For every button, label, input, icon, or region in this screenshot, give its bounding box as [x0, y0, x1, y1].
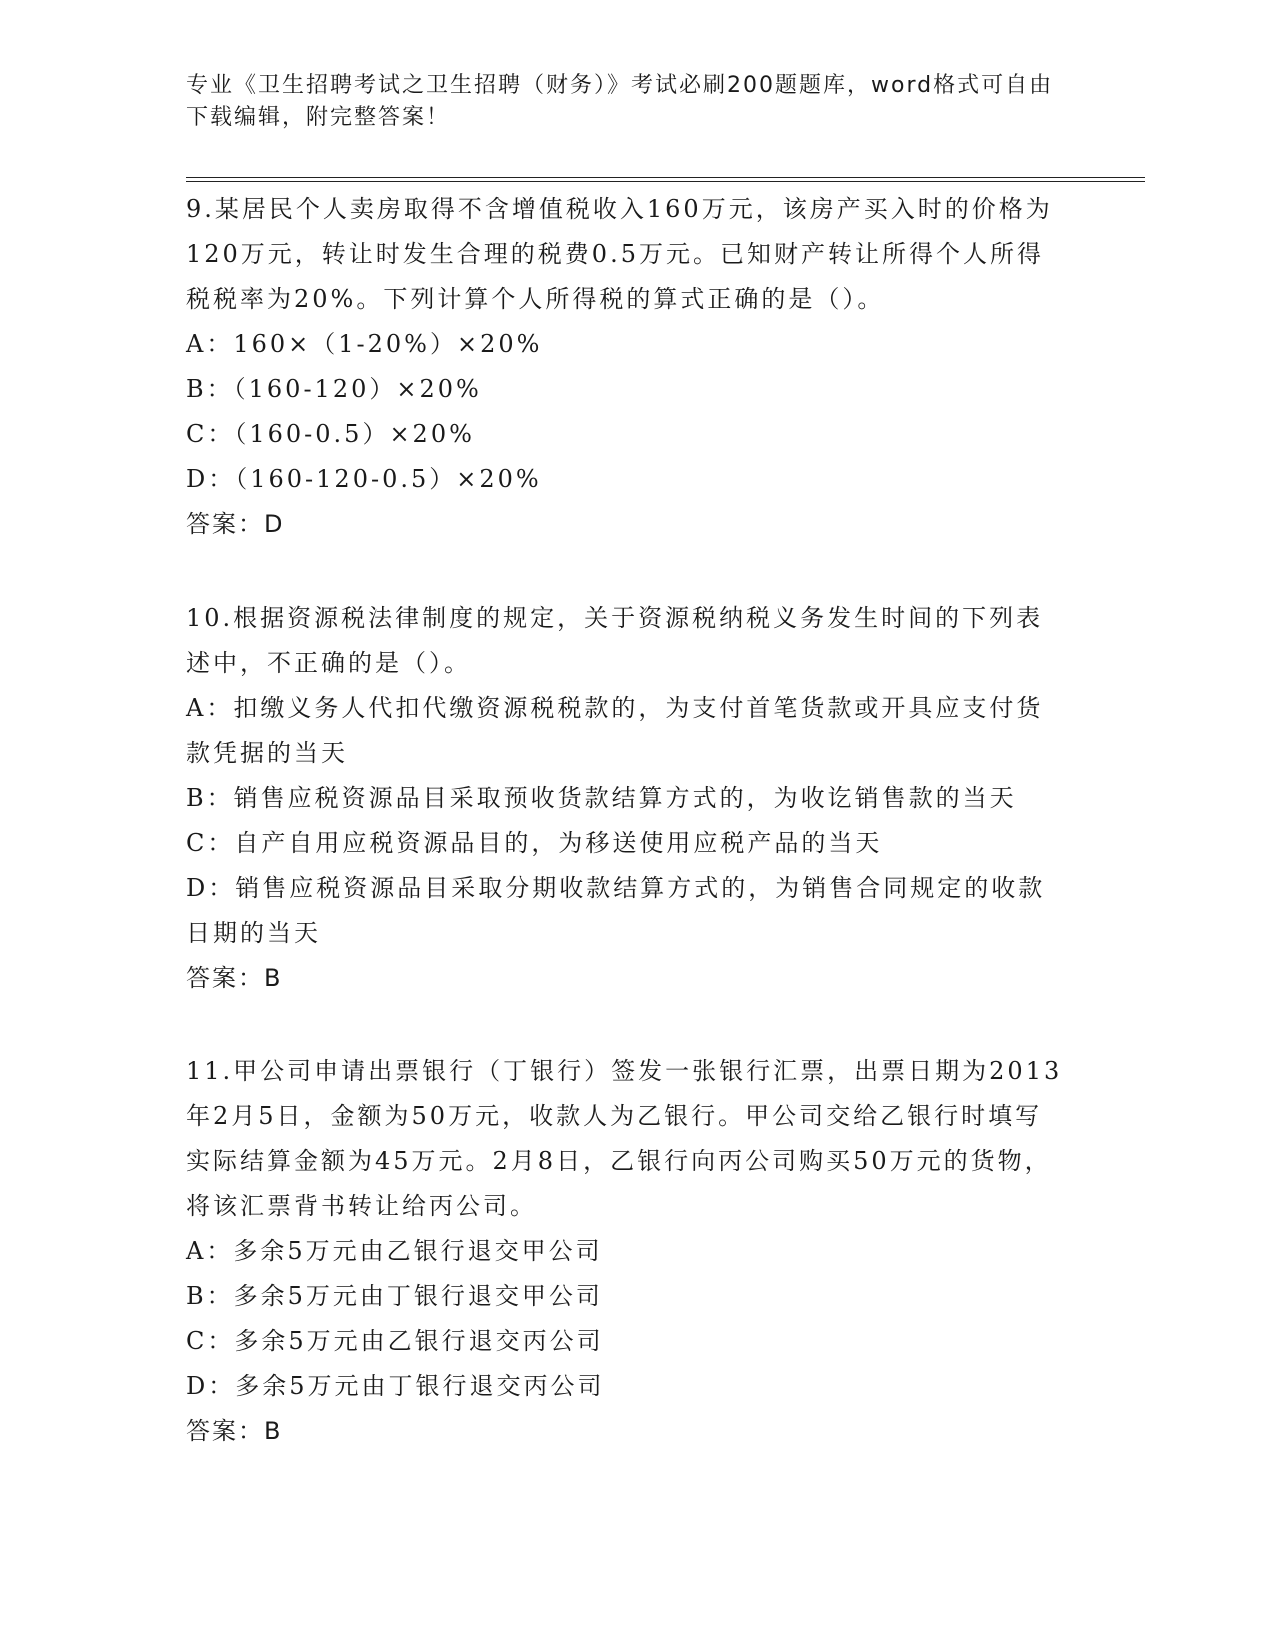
header-divider-bottom — [186, 181, 1145, 182]
header-divider-top — [186, 177, 1145, 178]
option-b: B：销售应税资源品目采取预收货款结算方式的，为收讫销售款的当天 — [186, 784, 1017, 812]
option-c: C：（160-0.5）×20% — [186, 420, 475, 448]
question-block — [186, 187, 1066, 547]
option-c: C：自产自用应税资源品目的，为移送使用应税产品的当天 — [186, 829, 883, 857]
answer-label: 答案：D — [186, 510, 285, 538]
option-a: A：160×（1-20%）×20% — [186, 330, 543, 358]
option-a: A：多余5万元由乙银行退交甲公司 — [186, 1237, 603, 1265]
option-d: D：多余5万元由丁银行退交丙公司 — [186, 1372, 605, 1400]
question-stem: 10.根据资源税法律制度的规定，关于资源税纳税义务发生时间的下列表述中，不正确的是（）。 — [186, 604, 1044, 677]
answer-label: 答案：B — [186, 964, 283, 992]
option-d: D：（160-120-0.5）×20% — [186, 465, 542, 493]
question-stem: 11.甲公司申请出票银行（丁银行）签发一张银行汇票，出票日期为2013年2月5日，金额为50万元，收款人为乙银行。甲公司交给乙银行时填写实际结算金额为45万元。2月8日，乙银行向丙公司购买50万元的货物，将该汇票背书转让给丙公司。 — [186, 1057, 1063, 1220]
answer-label: 答案：B — [186, 1417, 283, 1445]
question-block — [186, 1049, 1066, 1454]
question-stem: 9.某居民个人卖房取得不含增值税收入160万元，该房产买入时的价格为120万元，转让时发生合理的税费0.5万元。已知财产转让所得个人所得税税率为20%。下列计算个人所得税的算式正确的是（）。 — [186, 195, 1053, 313]
document-header: 专业《卫生招聘考试之卫生招聘（财务）》考试必刷200题题库，word格式可自由下载编辑，附完整答案！ — [186, 73, 1054, 130]
option-c: C：多余5万元由乙银行退交丙公司 — [186, 1327, 604, 1355]
option-b: B：多余5万元由丁银行退交甲公司 — [186, 1282, 603, 1310]
option-b: B：（160-120）×20% — [186, 375, 482, 403]
option-d: D：销售应税资源品目采取分期收款结算方式的，为销售合同规定的收款日期的当天 — [186, 874, 1046, 947]
option-a: A：扣缴义务人代扣代缴资源税税款的，为支付首笔货款或开具应支付货款凭据的当天 — [186, 694, 1044, 767]
question-block — [186, 596, 1066, 1001]
